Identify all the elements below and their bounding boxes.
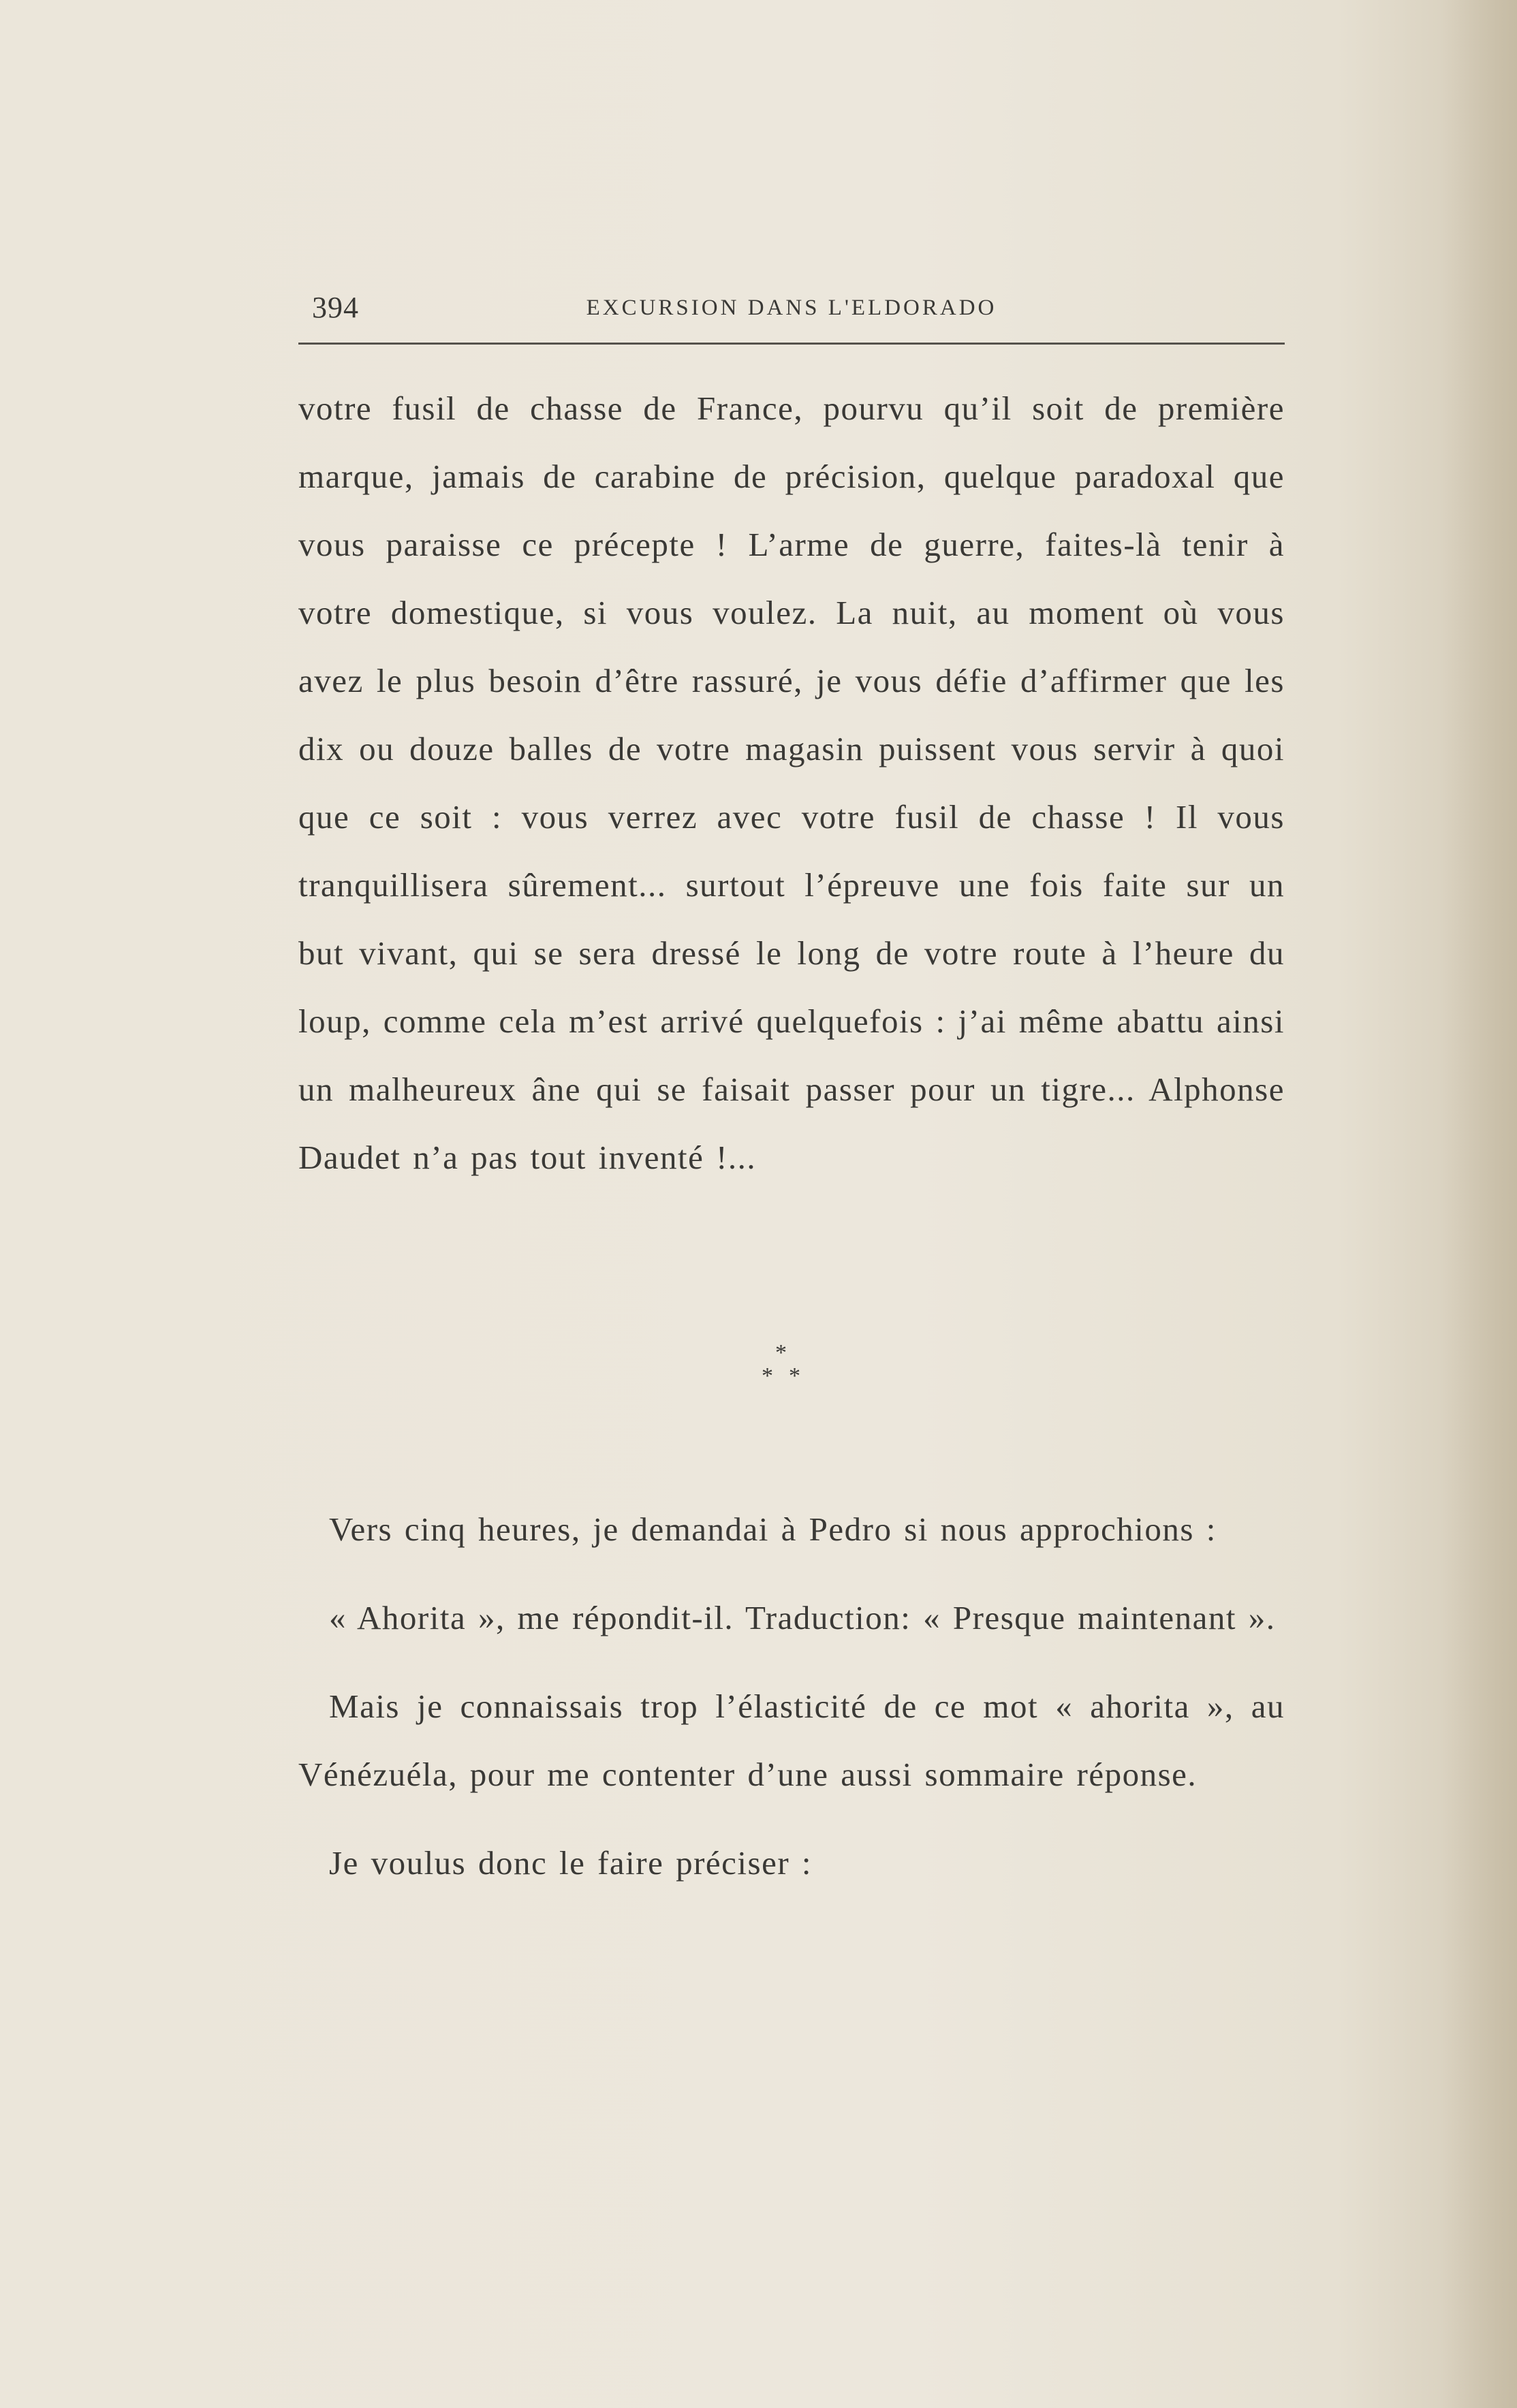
page-number: 394 xyxy=(312,291,359,324)
running-title: EXCURSION DANS L'ELDORADO xyxy=(586,296,997,320)
asterism xyxy=(749,1342,817,1396)
asterism-star-right: * xyxy=(789,1363,800,1389)
paragraph-4: Mais je connaissais trop l’élasticité de ce mot « ahorita », au Vénézuéla, pour me contenter d’une aussi sommaire réponse. xyxy=(298,1688,1285,1793)
paragraph-1: votre fusil de chasse de France, pourvu qu’il soit de première marque, jamais de carabine de précision, quelque paradoxal que vous paraisse ce précepte ! L’arme de guerre, faites-là tenir à votre domestique, si vous voulez. La nuit, au moment où vous avez le plus besoin d’être rassuré, je vous défie d’affirmer que les dix ou douze balles de votre magasin puissent vous servir à quoi que ce soit : vous verrez avec votre fusil de chasse ! Il vous tranquillisera sûrement... surtout l’épreuve une fois faite sur un but vivant, qui se sera dressé le long de votre route à l’heure du loup, comme cela m’est arrivé quelquefois : j’ai même abattu ainsi un malheureux âne qui se faisait passer pour un tigre... Alphonse Daudet n’a pas tout inventé !... xyxy=(298,390,1285,1176)
paragraph-5: Je voulus donc le faire préciser : xyxy=(329,1844,813,1882)
asterism-star-top: * xyxy=(775,1340,787,1365)
header-rule xyxy=(298,343,1285,345)
paragraph-3: « Ahorita », me répondit-il. Traduction: « Presque maintenant ». xyxy=(329,1599,1276,1636)
page-header xyxy=(298,287,1285,328)
body-text-section-2 xyxy=(298,1495,1285,1897)
asterism-star-left: * xyxy=(762,1363,773,1389)
paragraph-2: Vers cinq heures, je demandai à Pedro si nous approchions : xyxy=(329,1510,1217,1548)
page-gutter-shadow xyxy=(1442,0,1517,2408)
body-text-section-1 xyxy=(298,375,1285,1192)
